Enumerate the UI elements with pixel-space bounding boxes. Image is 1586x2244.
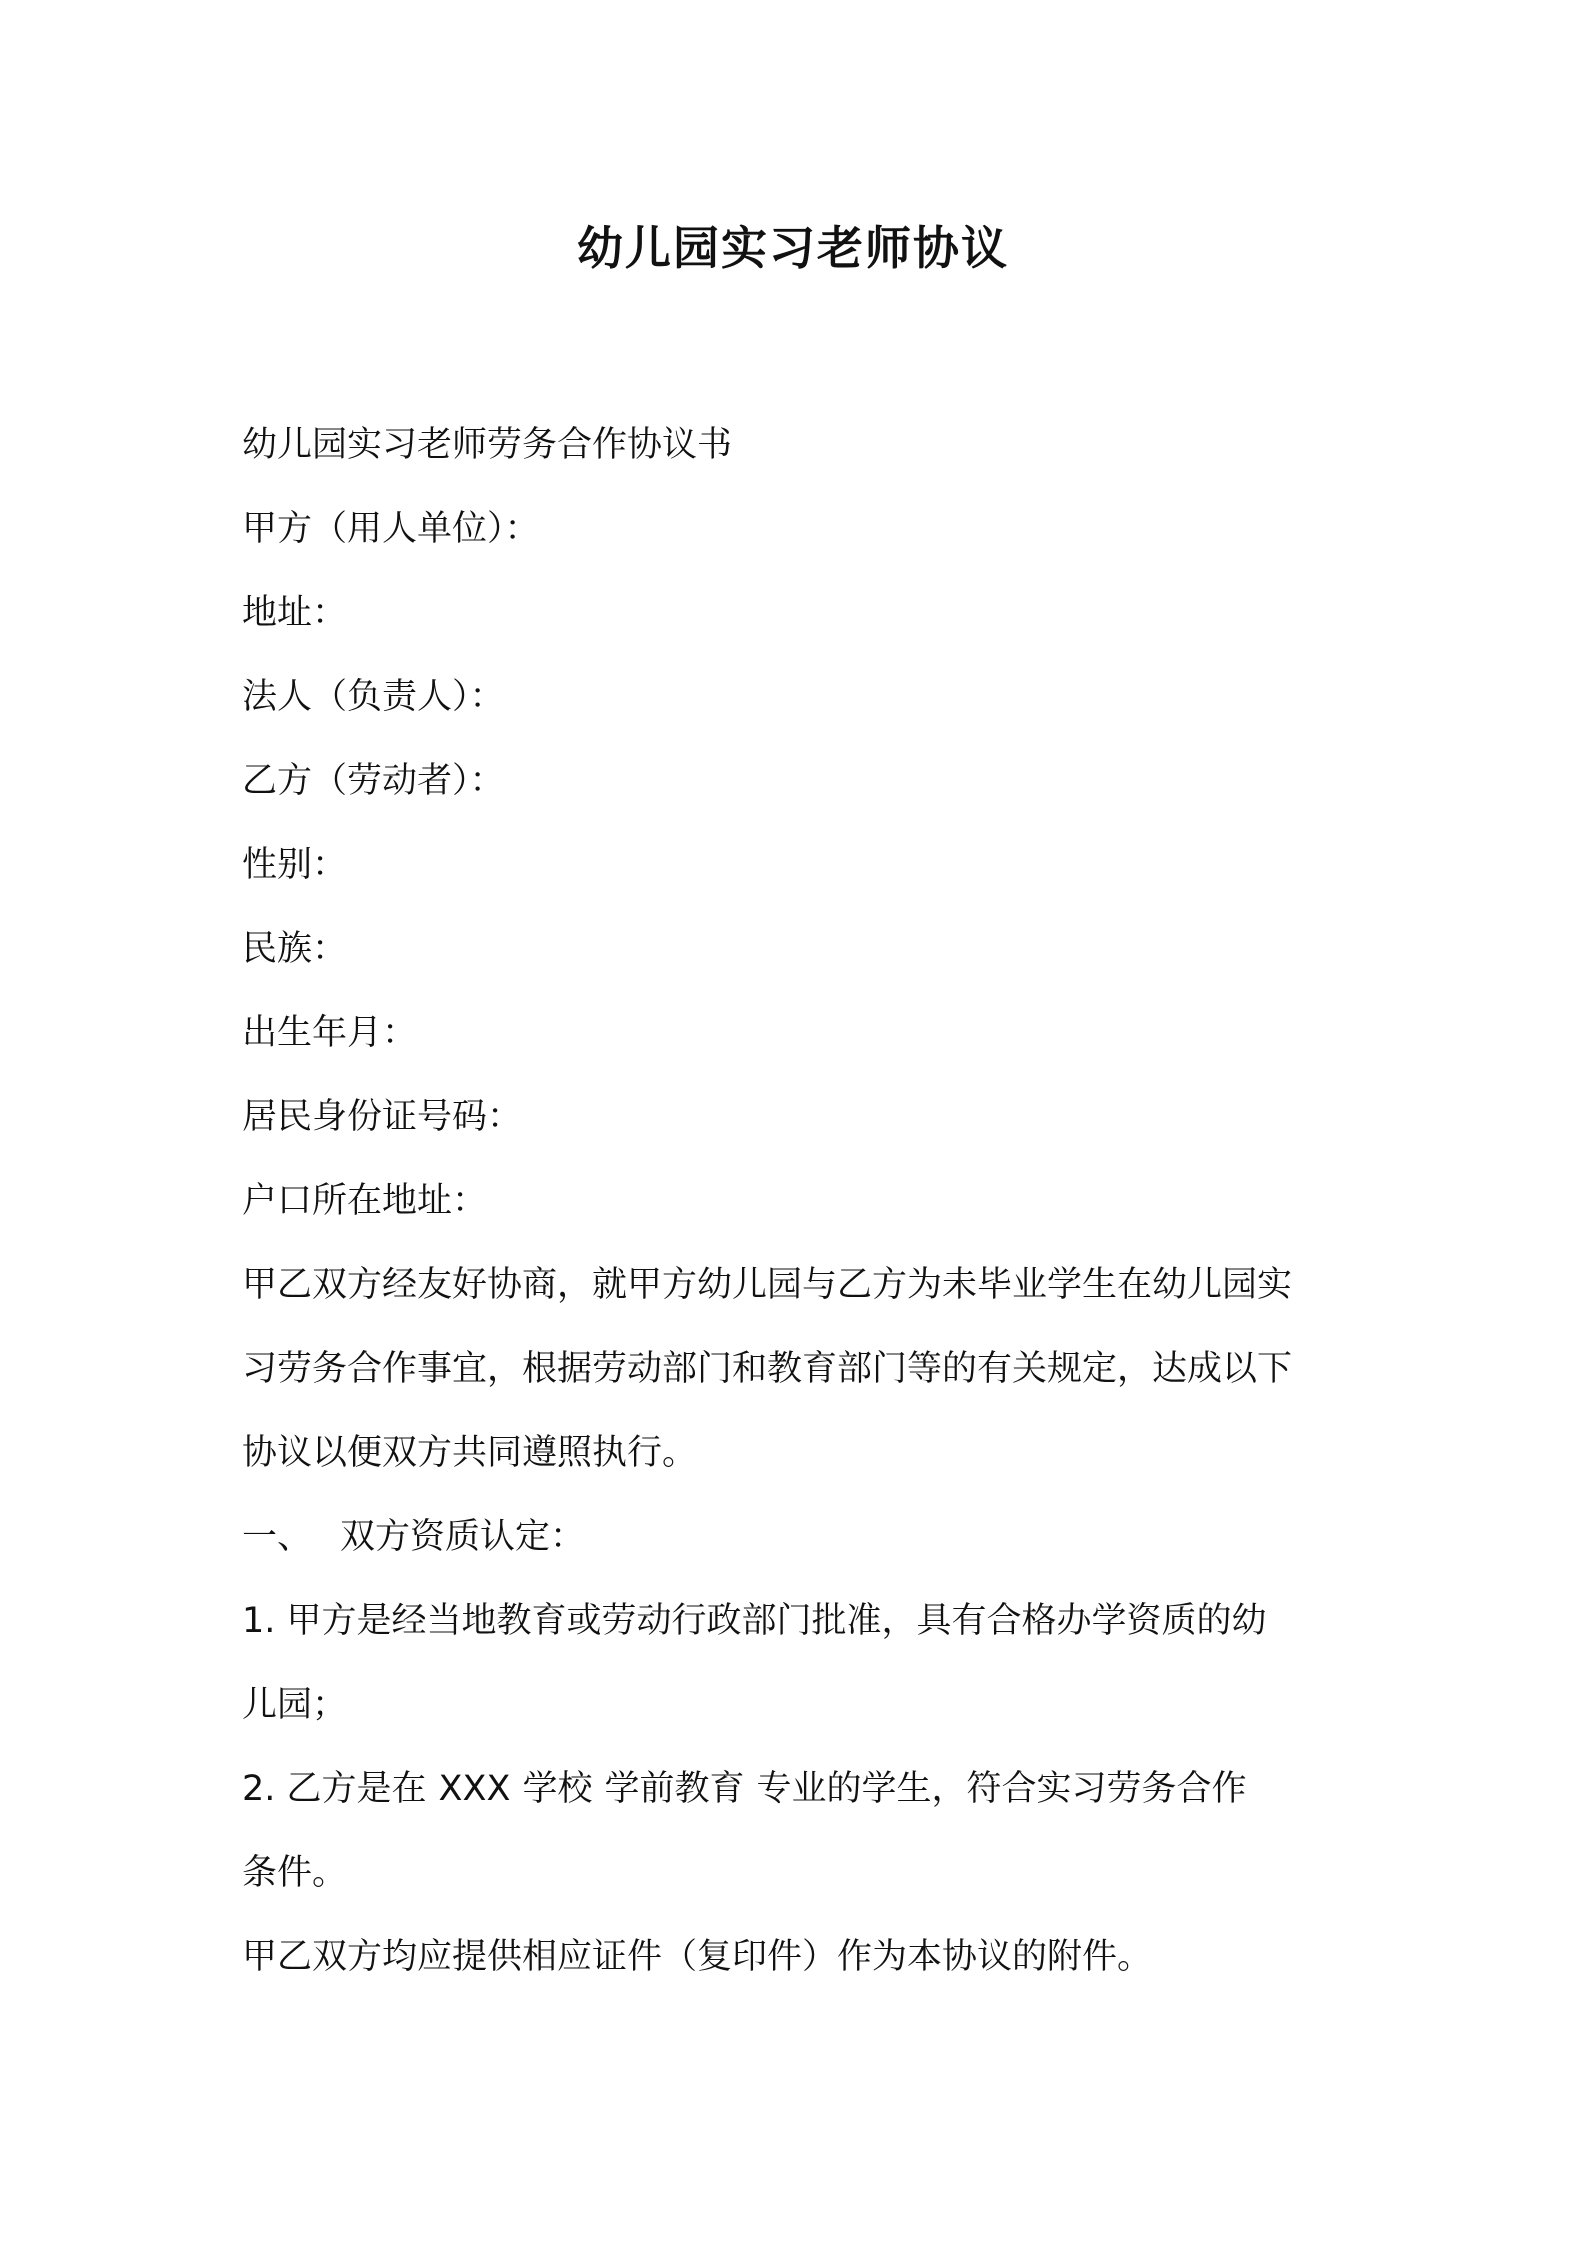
- section-1-number: 一、: [242, 1517, 313, 1557]
- section-1-heading: [242, 1495, 1362, 1579]
- item-1-line-1: 1. 甲方是经当地教育或劳动行政部门批准，具有合格办学资质的幼: [242, 1601, 1267, 1641]
- closing-line: 甲乙双方均应提供相应证件（复印件）作为本协议的附件。: [242, 1937, 1153, 1977]
- item-2-line-2: 条件。: [242, 1853, 348, 1893]
- field-id-number: 居民身份证号码：: [242, 1097, 523, 1137]
- document-title: 幼儿园实习老师协议: [577, 221, 1009, 275]
- intro-line-1: 甲乙双方经友好协商，就甲方幼儿园与乙方为未毕业学生在幼儿园实: [242, 1265, 1293, 1305]
- document-body: [242, 403, 1362, 1999]
- field-party-b: 乙方（劳动者）：: [242, 761, 505, 801]
- item-2-prefix: 2. 乙方是在: [242, 1769, 427, 1809]
- item-2-major: 学前教育: [604, 1769, 745, 1809]
- item-2-school: XXX: [438, 1769, 511, 1809]
- field-party-a: 甲方（用人单位）：: [242, 509, 540, 549]
- item-2-school-word: 学校: [522, 1769, 593, 1809]
- item-1-line-2: 儿园；: [242, 1685, 348, 1725]
- field-address: 地址：: [242, 593, 348, 633]
- section-1-title: 双方资质认定：: [340, 1517, 586, 1557]
- field-legal-person: 法人（负责人）：: [242, 677, 505, 717]
- intro-line-3: 协议以便双方共同遵照执行。: [242, 1433, 698, 1473]
- field-gender: 性别：: [242, 845, 348, 885]
- intro-line-2: 习劳务合作事宜，根据劳动部门和教育部门等的有关规定，达成以下: [242, 1349, 1293, 1389]
- field-household-address: 户口所在地址：: [242, 1181, 488, 1221]
- field-birth-date: 出生年月：: [242, 1013, 418, 1053]
- document-subtitle: 幼儿园实习老师劳务合作协议书: [242, 425, 733, 465]
- item-2-line-1: [242, 1747, 1362, 1831]
- field-ethnicity: 民族：: [242, 929, 348, 969]
- item-2-suffix: 专业的学生，符合实习劳务合作: [756, 1769, 1247, 1809]
